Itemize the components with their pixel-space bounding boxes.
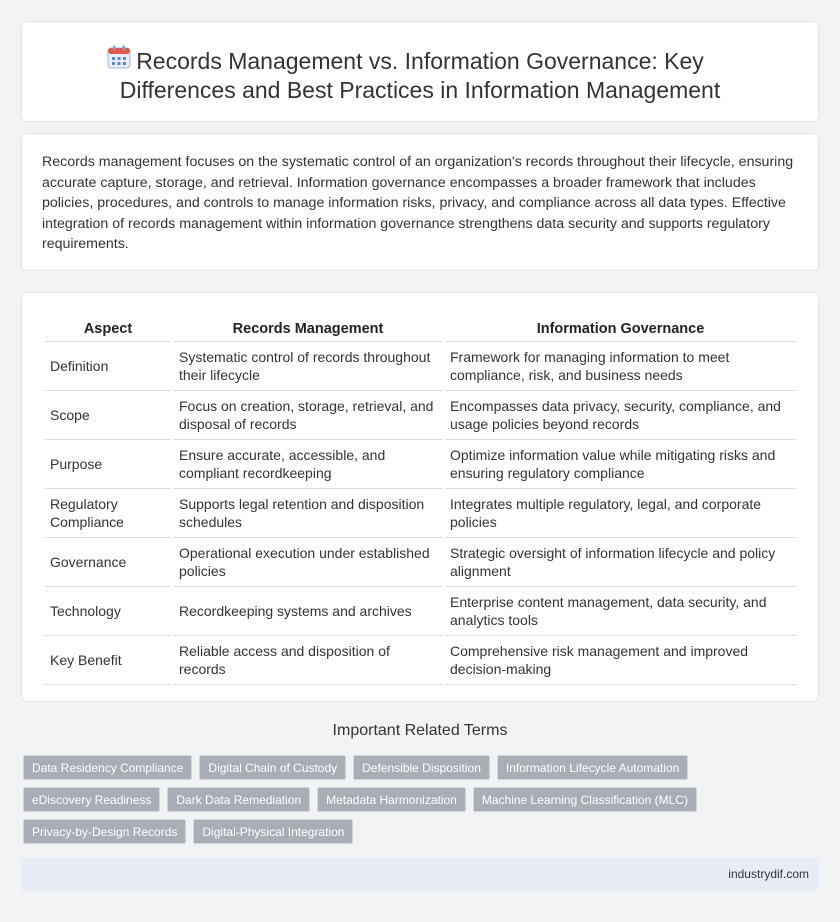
related-term-tag[interactable]: Digital-Physical Integration xyxy=(193,819,353,844)
cell-aspect: Definition xyxy=(45,342,171,391)
intro-text: Records management focuses on the systematic control of an organization's records throughout their lifecycle, ensuring accurate capture, storage, and retrieval. Information governance encompasses a broader framework that includes policies, procedures, and controls to manage information risks, privacy, and compliance across all data types. Effective integration of records management within information governance strengthens data security and supports regulatory requirements. xyxy=(42,154,794,252)
cell-records-management: Systematic control of records throughout their lifecycle xyxy=(174,342,442,391)
related-term-tag[interactable]: Dark Data Remediation xyxy=(167,787,310,812)
related-term-tag[interactable]: Privacy-by-Design Records xyxy=(23,819,186,844)
related-term-tag[interactable]: Data Residency Compliance xyxy=(23,755,192,780)
cell-information-governance: Framework for managing information to meet compliance, risk, and business needs xyxy=(445,342,796,391)
cell-aspect: Governance xyxy=(45,538,171,587)
related-term-tag[interactable]: eDiscovery Readiness xyxy=(23,787,160,812)
cell-information-governance: Integrates multiple regulatory, legal, and corporate policies xyxy=(445,489,796,538)
table-row xyxy=(45,342,796,391)
cell-information-governance: Enterprise content management, data security, and analytics tools xyxy=(445,587,796,636)
cell-information-governance: Comprehensive risk management and improved decision-making xyxy=(445,636,796,685)
related-terms-tags xyxy=(23,755,813,844)
cell-records-management: Supports legal retention and disposition schedules xyxy=(174,489,442,538)
table-row xyxy=(45,391,796,440)
related-term-tag[interactable]: Metadata Harmonization xyxy=(317,787,466,812)
table-row xyxy=(45,636,796,685)
footer-site-link[interactable]: industrydif.com xyxy=(728,867,809,881)
cell-records-management: Ensure accurate, accessible, and compliant recordkeeping xyxy=(174,440,442,489)
cell-information-governance: Encompasses data privacy, security, compliance, and usage policies beyond records xyxy=(445,391,796,440)
comparison-card xyxy=(21,292,819,702)
cell-aspect: Regulatory Compliance xyxy=(45,489,171,538)
cell-information-governance: Optimize information value while mitigating risks and ensuring regulatory compliance xyxy=(445,440,796,489)
footer-bar xyxy=(21,858,819,891)
cell-aspect: Key Benefit xyxy=(45,636,171,685)
page-title: Records Management vs. Information Governance: Key Differences and Best Practices in Information Management xyxy=(119,48,721,103)
header-aspect: Aspect xyxy=(45,312,171,342)
related-term-tag[interactable]: Digital Chain of Custody xyxy=(199,755,346,780)
cell-aspect: Scope xyxy=(45,391,171,440)
related-term-tag[interactable]: Machine Learning Classification (MLC) xyxy=(473,787,697,812)
related-term-tag[interactable]: Information Lifecycle Automation xyxy=(497,755,688,780)
title-card xyxy=(21,21,819,122)
table-header-row xyxy=(45,312,796,342)
table-row xyxy=(45,587,796,636)
cell-information-governance: Strategic oversight of information lifecycle and policy alignment xyxy=(445,538,796,587)
cell-records-management: Recordkeeping systems and archives xyxy=(174,587,442,636)
table-row xyxy=(45,489,796,538)
cell-aspect: Technology xyxy=(45,587,171,636)
cell-records-management: Operational execution under established policies xyxy=(174,538,442,587)
related-terms-title: Important Related Terms xyxy=(332,722,508,739)
comparison-table xyxy=(42,312,799,685)
header-information-governance: Information Governance xyxy=(445,312,796,342)
related-term-tag[interactable]: Defensible Disposition xyxy=(353,755,490,780)
cell-records-management: Focus on creation, storage, retrieval, and disposal of records xyxy=(174,391,442,440)
cell-records-management: Reliable access and disposition of records xyxy=(174,636,442,685)
header-records-management: Records Management xyxy=(174,312,442,342)
table-row xyxy=(45,440,796,489)
intro-card xyxy=(21,133,819,271)
table-row xyxy=(45,538,796,587)
cell-aspect: Purpose xyxy=(45,440,171,489)
